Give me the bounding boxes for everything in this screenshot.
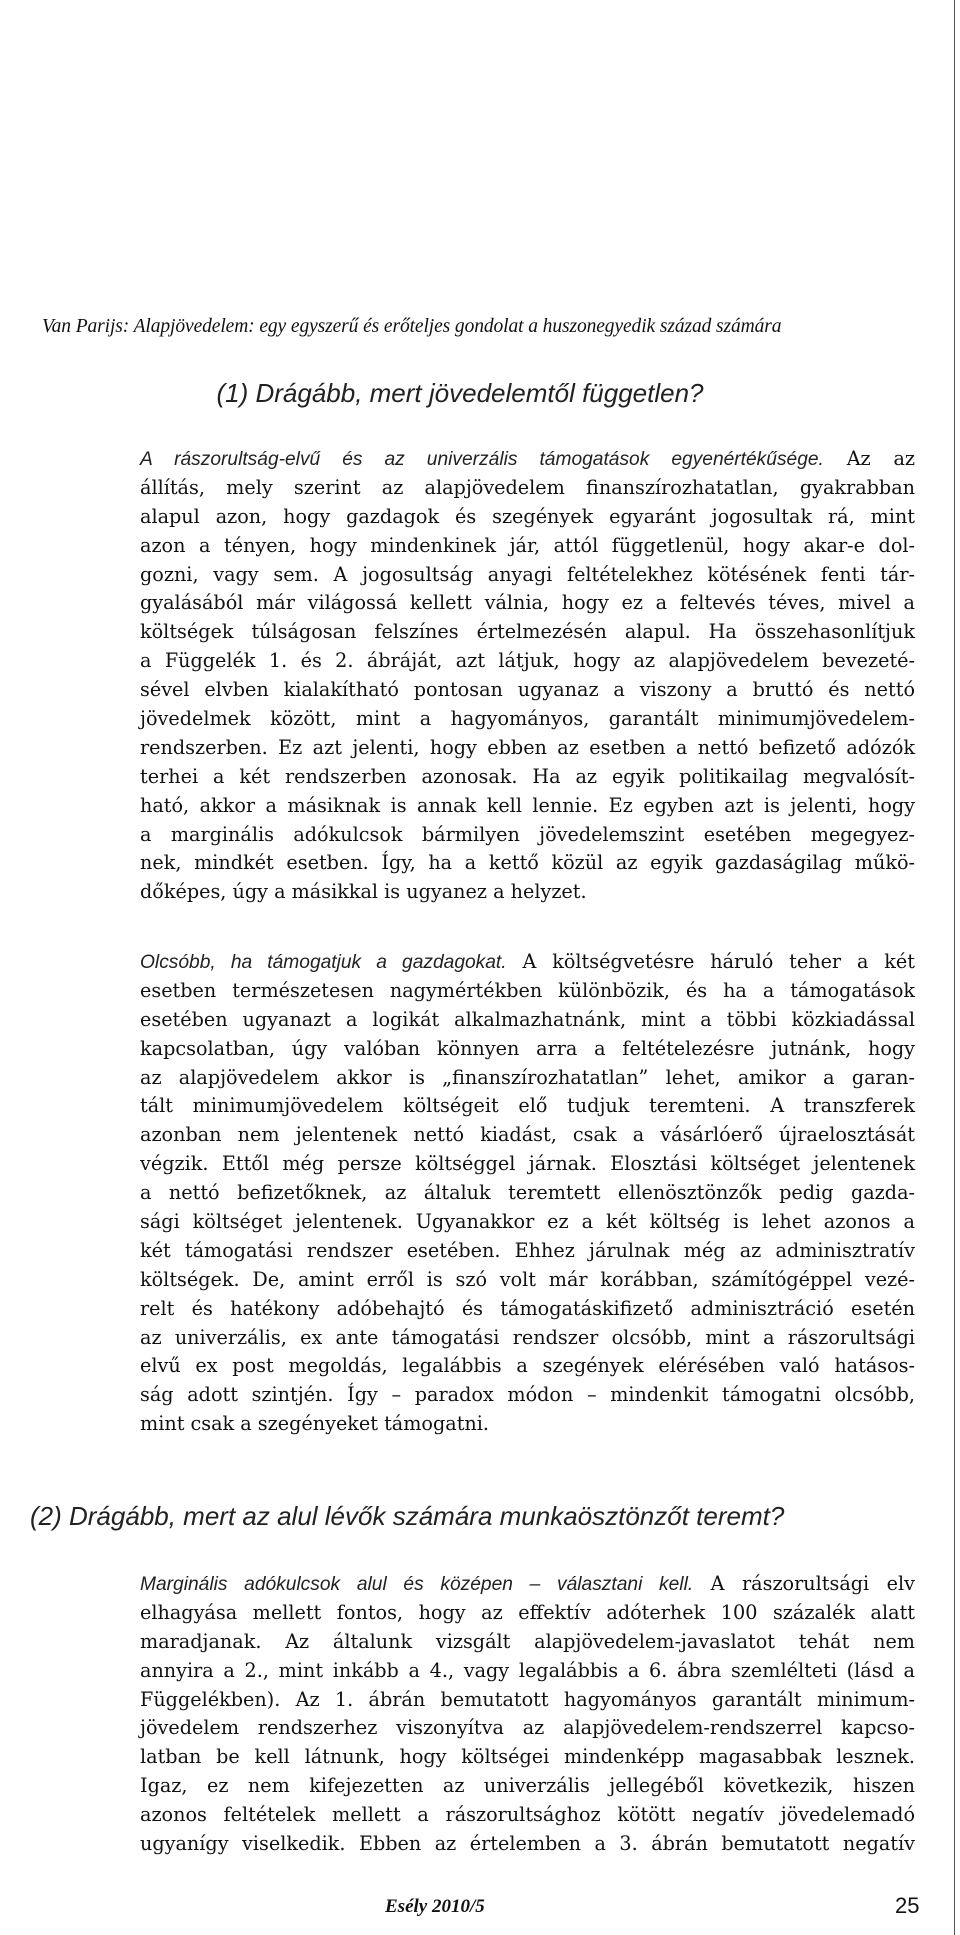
paragraph-line: rendszerben. Ez azt jelenti, hogy ebben az esetben a nettó befizető adózók	[140, 735, 915, 759]
paragraph-line: relt és hatékony adóbehajtó és támogatáskifizető adminisztráció esetén	[140, 1296, 915, 1320]
paragraph-line: latban be kell látnunk, hogy költségei mindenképp magasabbak lesznek.	[140, 1745, 915, 1769]
paragraph-line: a marginális adókulcsok bármilyen jövedelemszint esetében megegyez-	[140, 822, 915, 846]
paragraph-line: ság adott szintjén. Így – paradox módon – mindenkit támogatni olcsóbb,	[140, 1383, 915, 1407]
paragraph-line: az alapjövedelem akkor is „finanszírozhatatlan” lehet, amikor a garan-	[140, 1065, 915, 1089]
text-run: A költségvetésre háruló teher a két	[522, 950, 915, 973]
section-heading-2: (2) Drágább, mert az alul lévők számára munkaösztönzőt teremt?	[30, 1501, 785, 1531]
paragraph-line: tált minimumjövedelem költségeit elő tudjuk teremteni. A transzferek	[140, 1094, 915, 1118]
paragraph-line: annyira a 2., mint inkább a 4., vagy legalábbis a 6. ábra szemlélteti (lásd a	[140, 1658, 915, 1682]
paragraph-line	[140, 445, 915, 474]
paragraph-line: mint csak a szegényeket támogatni.	[140, 1412, 490, 1436]
paragraph-line: azonos feltételek mellett a rászorultsághoz kötött negatív jövedelemadó	[140, 1803, 915, 1827]
journal-footer: Esély 2010/5	[385, 1896, 485, 1917]
paragraph-line: költségek. De, amint erről is szó volt már korábban, számítógéppel vezé-	[140, 1267, 915, 1291]
paragraph-line: azon a tényen, hogy mindenkinek jár, attól függetlenül, hogy akar-e dol-	[140, 533, 915, 557]
paragraph-line: terhei a két rendszerben azonosak. Ha az egyik politikailag megvalósít-	[140, 764, 915, 788]
paragraph-line: dőképes, úgy a másikkal is ugyanez a helyzet.	[140, 880, 587, 904]
paragraph-line: gyalásából már világossá kellett válnia, hogy ez a feltevés téves, mivel a	[140, 591, 915, 615]
section-heading-1: (1) Drágább, mert jövedelemtől független?	[216, 378, 704, 408]
paragraph-line: esetében ugyanazt a logikát alkalmazhatnánk, mint a többi közkiadással	[140, 1007, 915, 1031]
paragraph-line: jövedelmek között, mint a hagyományos, garantált minimumjövedelem-	[140, 707, 915, 731]
paragraph-line: Függelékben). Az 1. ábrán bemutatott hagyományos garantált minimum-	[140, 1687, 915, 1711]
margin-rule	[954, 0, 955, 1935]
running-header: Van Parijs: Alapjövedelem: egy egyszerű és erőteljes gondolat a huszonegyedik század számára	[42, 316, 782, 337]
paragraph-line: jövedelem rendszerhez viszonyítva az alapjövedelem-rendszerrel kapcso-	[140, 1716, 915, 1740]
paragraph-line: a nettó befizetőknek, az általuk teremtett ellenösztönzők pedig gazda-	[140, 1181, 915, 1205]
text-run: Az az	[846, 447, 915, 470]
paragraph-line: ható, akkor a másiknak is annak kell lennie. Ez egyben azt is jelenti, hogy	[140, 793, 915, 817]
paragraph-1	[140, 445, 915, 907]
paragraph-line: végzik. Ettől még persze költséggel járnak. Elosztási költséget jelentenek	[140, 1152, 915, 1176]
paragraph-line: maradjanak. Az általunk vizsgált alapjövedelem-javaslatot tehát nem	[140, 1629, 915, 1653]
paragraph-line: a Függelék 1. és 2. ábráját, azt látjuk, hogy az alapjövedelem bevezeté-	[140, 649, 915, 673]
paragraph-lead: A rászorultság-elvű és az univerzális támogatások egyenértékűsége.	[140, 449, 824, 470]
paragraph-line: nek, mindkét esetben. Így, ha a kettő közül az egyik gazdaságilag műkö-	[140, 851, 915, 875]
page-number: 25	[895, 1893, 920, 1918]
paragraph-line: sével elvben kialakítható pontosan ugyanaz a viszony a bruttó és nettó	[140, 678, 915, 702]
paragraph-line: állítás, mely szerint az alapjövedelem finanszírozhatatlan, gyakrabban	[140, 475, 915, 499]
paragraph-line: két támogatási rendszer esetében. Ehhez járulnak még az adminisztratív	[140, 1238, 915, 1262]
paragraph-line: kapcsolatban, úgy valóban könnyen arra a feltételezésre jutnánk, hogy	[140, 1036, 915, 1060]
paragraph-line: ugyanígy viselkedik. Ebben az értelemben a 3. ábrán bemutatott negatív	[140, 1832, 915, 1856]
paragraph-line: elhagyása mellett fontos, hogy az effektív adóterhek 100 százalék alatt	[140, 1600, 915, 1624]
paragraph-lead: Marginális adókulcsok alul és középen – választani kell.	[140, 1574, 694, 1595]
paragraph-line: azonban nem jelentenek nettó kiadást, csak a vásárlóerő újraelosztását	[140, 1123, 915, 1147]
paragraph-line: alapul azon, hogy gazdagok és szegények egyaránt jogosultak rá, mint	[140, 504, 915, 528]
paragraph-line: esetben természetesen nagymértékben különbözik, és ha a támogatások	[140, 978, 915, 1002]
paragraph-line: az univerzális, ex ante támogatási rendszer olcsóbb, mint a rászorultsági	[140, 1325, 915, 1349]
paragraph-line	[140, 948, 915, 977]
text-run: A rászorultsági elv	[710, 1572, 915, 1595]
paragraph-line: Igaz, ez nem kifejezetten az univerzális jellegéből következik, hiszen	[140, 1774, 915, 1798]
paragraph-line: költségek túlságosan felszínes értelmezésén alapul. Ha összehasonlítjuk	[140, 620, 915, 644]
paragraph-3	[140, 1570, 915, 1859]
paragraph-lead: Olcsóbb, ha támogatjuk a gazdagokat.	[140, 952, 507, 973]
paragraph-line: gozni, vagy sem. A jogosultság anyagi feltételekhez kötésének fenti tár-	[140, 562, 915, 586]
paragraph-line: elvű ex post megoldás, legalábbis a szegények elérésében való hatásos-	[140, 1354, 915, 1378]
paragraph-2	[140, 948, 915, 1439]
paragraph-line	[140, 1570, 915, 1599]
paragraph-line: sági költséget jelentenek. Ugyanakkor ez a két költség is lehet azonos a	[140, 1210, 915, 1234]
